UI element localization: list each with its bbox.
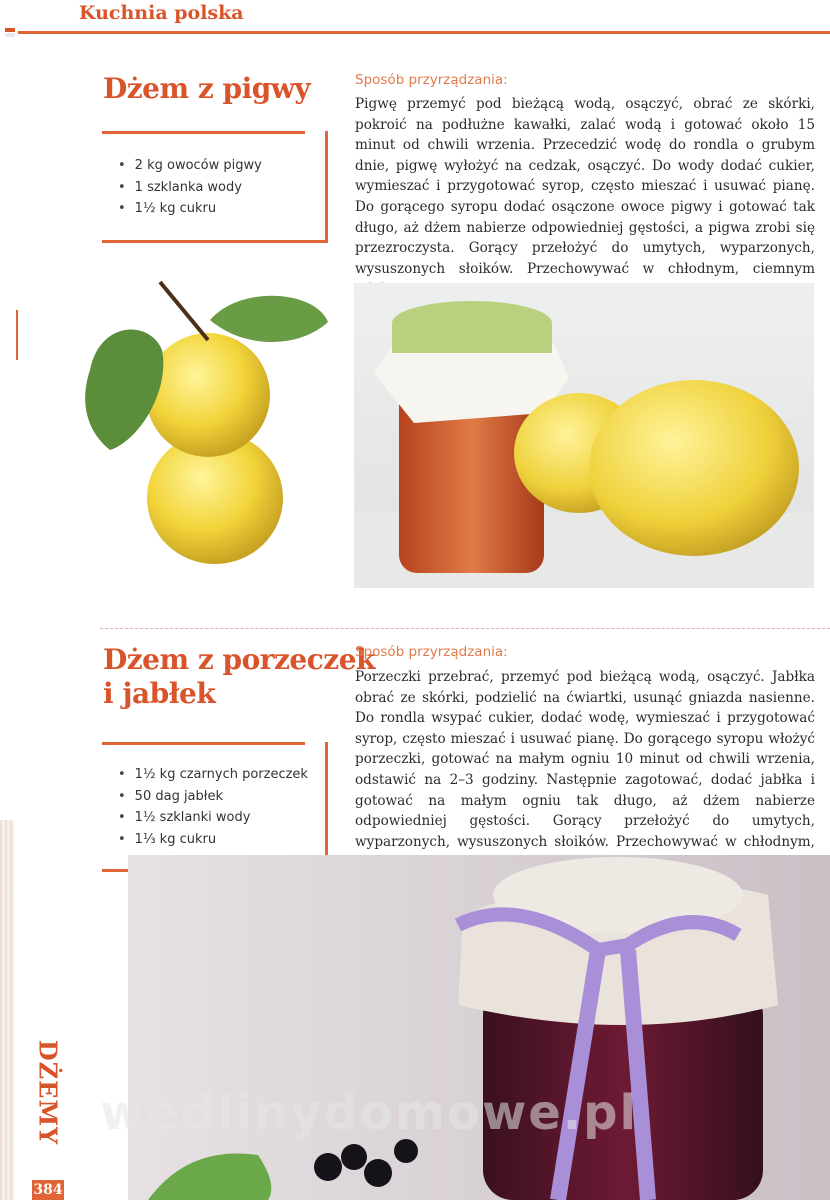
ingredient-item: • 1½ kg czarnych porzeczek — [118, 764, 308, 786]
ingredients-list — [118, 155, 262, 220]
method-heading: Sposób przyrządzania: — [355, 644, 508, 660]
watermark: wedlinydomowe.pl — [100, 1085, 638, 1141]
page-number: 384 — [33, 1182, 63, 1198]
ingredients-list — [118, 764, 308, 850]
currant-jam-jar-image — [128, 855, 830, 1200]
method-heading: Sposób przyrządzania: — [355, 72, 508, 88]
flag-mark-icon — [5, 28, 15, 37]
margin-rule — [16, 310, 18, 360]
header-rule — [18, 31, 830, 34]
chapter-label-text: DŻEMY — [33, 1039, 63, 1146]
ingredient-item: • 1½ kg cukru — [118, 198, 262, 220]
ingredient-item: • 1⅓ kg cukru — [118, 829, 308, 851]
method-text: Pigwę przemyć pod bieżącą wodą, osączyć, obrać ze skórki, pokroić na podłużne kawałki, zalać wodą i gotować około 15 minut od chwili wrzenia. Przecedzić wodę do rondla o grubym dnie, pigwę wyłożyć na cedzak, osączyć. Do wody dodać cukier, wymieszać i przygotować syrop, często mieszać i usuwać pianę. Do gorącego syropu dodać osączone owoce pigwy i gotować tak długo, aż dżem nabierze odpowiedniej gęstości, a pigwa zrobi się przezroczysta. Gorący przełożyć do umytych, wyparzonych, wysuszonych słoików. Przechowywać w chłodnym, ciemnym — [355, 96, 815, 277]
ingredient-item: • 1 szklanka wody — [118, 177, 262, 199]
chapter-label — [26, 1030, 66, 1160]
recipe-title-line2: i jabłek — [103, 677, 216, 710]
ingredient-item: • 1½ szklanki wody — [118, 807, 308, 829]
quince-fruit-image — [80, 280, 335, 580]
recipe-title-line1: Dżem z porzeczek — [103, 643, 375, 676]
method-text: Porzeczki przebrać, przemyć pod bieżącą wodą, osączyć. Jabłka obrać ze skórki, podzielić na ćwiartki, usunąć gniazda nasienne. Do rondla wsypać cukier, dodać wodę, wymieszać i przygotować syrop, często mieszać i usuwać pianę. Do gorącego syropu włożyć porzeczki, gotować na małym ogniu 10 minut od chwili wrzenia, odstawić na 2–3 godziny. Następnie zagotować, dodać jabłka i gotować na małym ogniu tak długo, aż dżem nabierze odpowiedniej gęstości. Gorący przełożyć do umytych, wyparzonych, wysuszonych słoików. Przechowywać w chłodnym, — [355, 669, 815, 850]
page-edge — [0, 820, 14, 1200]
ingredients-box — [102, 131, 328, 243]
recipe-divider — [100, 628, 830, 629]
recipe-title: Dżem z pigwy — [103, 72, 311, 105]
quince-jam-jar-image — [354, 283, 814, 588]
section-title: Kuchnia polska — [79, 2, 244, 24]
ingredient-item: • 2 kg owoców pigwy — [118, 155, 262, 177]
ingredient-item: • 50 dag jabłek — [118, 786, 308, 808]
ingredients-box — [102, 742, 328, 872]
